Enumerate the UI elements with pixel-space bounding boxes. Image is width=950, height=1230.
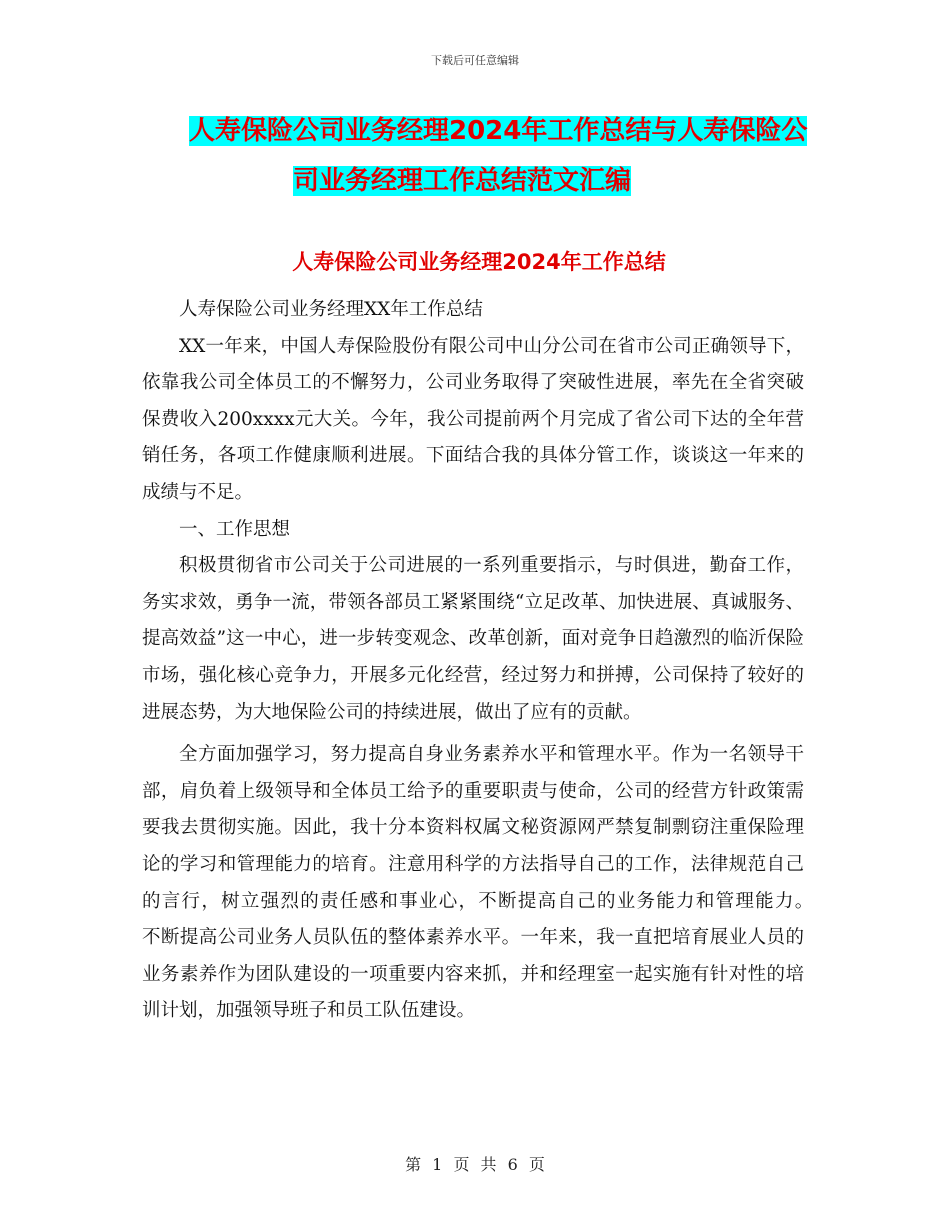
document-title [142,106,822,206]
paragraph-heading-work-thought: 一、工作思想 [179,518,291,540]
paragraph-learning: 全方面加强学习，努力提高自身业务素养水平和管理水平。作为一名领导干部，肩负着上级领导和全体员工给予的重要职责与使命，公司的经营方针政策需要我去贯彻实施。因此，我十分本资料权属文秘资源网严禁复制剽窃注重保险理论的学习和管理能力的培育。注意用科学的方法指导自己的工作，法律规范自己的言行，树立强烈的责任感和事业心，不断提高自己的业务能力和管理能力。 不断提高公司业务人员队伍的整体素养水平。一年来，我一直把培育展业人员的业务素养作为团队建设的一项重要内容来抓，并和经理室一起实施有针对性的培训计划，加强领导班子和员工队伍建设。 [142,744,879,1022]
document-title-line-2 [142,156,822,206]
title-highlight-2: 司业务经理工作总结范文汇编 [292,166,631,196]
paragraph-intro: XX一年来，中国人寿保险股份有限公司中山分公司在省市公司正确领导下，依靠我公司全体员工的不懈努力，公司业务取得了突破性进展，率先在全省突破保费收入200xxxx元大关。今年，我公司提前两个月完成了省公司下达的全年营销任务，各项工作健康顺利进展。下面结合我的具体分管工作，谈谈这一年来的成绩与不足。 [142,335,804,503]
title-highlight-1: 人寿保险公司业务经理2024年工作总结与人寿保险公 [189,116,808,146]
page-number-footer: 第 1 页 共 6 页 [405,1155,545,1174]
paragraph-report-name: 人寿保险公司业务经理XX年工作总结 [179,299,483,320]
paragraph-work-thought: 积极贯彻省市公司关于公司进展的一系列重要指示，与时俱进，勤奋工作，务实求效，勇争一流，带领各部员工紧紧围绕“立足改革、加快进展、真诚服务、提高效益”这一中心，进一步转变观念、改革创新，面对竞争日趋激烈的临沂保险市场，强化核心竞争力，开展多元化经营，经过努力和拼搏，公司保持了较好的进展态势，为大地保险公司的持续进展，做出了应有的贡献。 [142,555,804,723]
header-note: 下载后可任意编辑 [431,54,519,67]
section-title: 人寿保险公司业务经理2024年工作总结 [292,250,666,274]
document-body [142,292,879,1030]
document-title-line-1 [142,106,822,156]
